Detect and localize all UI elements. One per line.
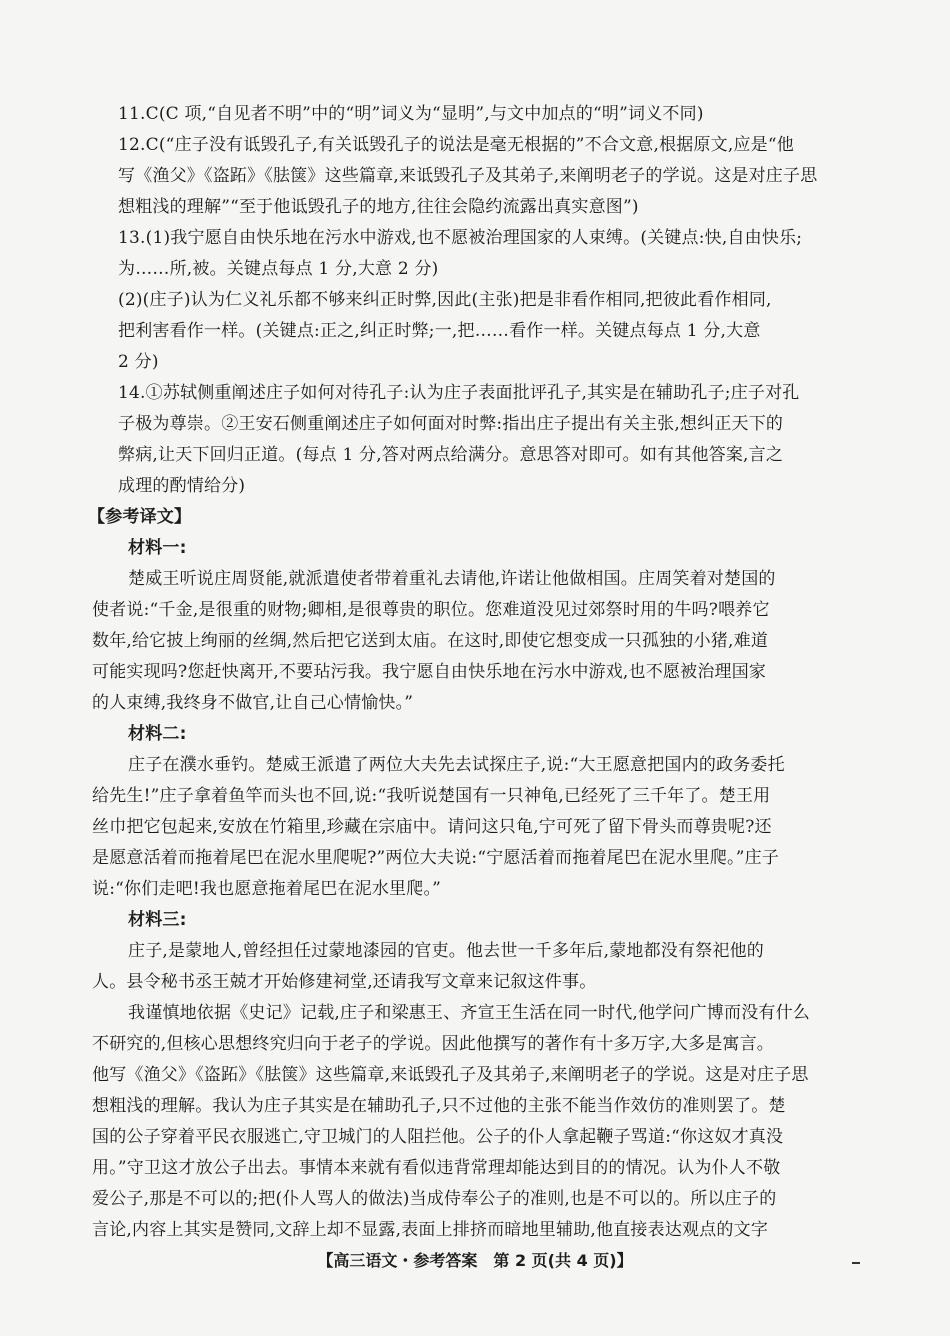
material-1-line-2: 使者说:“千金,是很重的财物;卿相,是很尊贵的职位。您难道没见过郊祭时用的牛吗?喂养它 bbox=[92, 600, 770, 620]
material-3-line-1: 庄子,是蒙地人,曾经担任过蒙地漆园的官吏。他去世一千多年后,蒙地都没有祭祀他的 bbox=[128, 941, 765, 961]
material-3-line-8: 用。”守卫这才放公子出去。事情本来就有看似违背常理却能达到目的的情况。认为仆人不敬 bbox=[92, 1158, 781, 1178]
material-2-line-4: 是愿意活着而拖着尾巴在泥水里爬呢?”两位大夫说:“宁愿活着而拖着尾巴在泥水里爬。”庄子 bbox=[92, 848, 780, 868]
answer-12-line-2: 写《渔父》《盗跖》《胠箧》这些篇章,来诋毁孔子及其弟子,来阐明老子的学说。这是对庄子思 bbox=[118, 166, 818, 186]
material-3-line-9: 爱公子,那是不可以的;把(仆人骂人的做法)当成侍奉公子的准则,也是不可以的。所以庄子的 bbox=[92, 1189, 777, 1209]
material-1-line-5: 的人束缚,我终身不做官,让自己心情愉快。” bbox=[92, 693, 414, 713]
answer-14-line-4: 成理的酌情给分) bbox=[118, 476, 246, 496]
material-1-line-3: 数年,给它披上绚丽的丝绸,然后把它送到太庙。在这时,即使它想变成一只孤独的小猪,难道 bbox=[92, 631, 769, 651]
material-3-line-10: 言论,内容上其实是赞同,文辞上却不显露,表面上排挤而暗地里辅助,他直接表达观点的文字 bbox=[92, 1220, 769, 1240]
answer-13-line-1: 13.(1)我宁愿自由快乐地在污水中游戏,也不愿被治理国家的人束缚。(关键点:快,自由快乐; bbox=[118, 228, 803, 248]
answer-12-line-1: 12.C(“庄子没有诋毁孔子,有关诋毁孔子的说法是毫无根据的”不合文意,根据原文,应是“他 bbox=[118, 135, 794, 155]
page-footer: 【高三语文・参考答案 第 2 页(共 4 页)】 bbox=[317, 1251, 633, 1270]
material-1-title: 材料一: bbox=[128, 538, 187, 558]
answer-13-line-4: 把利害看作一样。(关键点:正之,纠正时弊;一,把……看作一样。关键点每点 1 分,大意 bbox=[118, 321, 761, 341]
footer-mark bbox=[852, 1262, 860, 1264]
material-3-line-5: 他写《渔父》《盗跖》《胠箧》这些篇章,来诋毁孔子及其弟子,来阐明老子的学说。这是对庄子思 bbox=[92, 1065, 809, 1085]
material-1-line-4: 可能实现吗?您赶快离开,不要玷污我。我宁愿自由快乐地在污水中游戏,也不愿被治理国家 bbox=[92, 662, 767, 682]
material-1-line-1: 楚威王听说庄周贤能,就派遣使者带着重礼去请他,许诺让他做相国。庄周笑着对楚国的 bbox=[128, 569, 776, 589]
material-3-line-3: 我谨慎地依据《史记》记载,庄子和梁惠王、齐宣王生活在同一时代,他学问广博而没有什么 bbox=[128, 1003, 811, 1023]
material-2-line-3: 丝巾把它包起来,安放在竹箱里,珍藏在宗庙中。请问这只龟,宁可死了留下骨头而尊贵呢?还 bbox=[92, 817, 772, 837]
material-2-line-1: 庄子在濮水垂钓。楚威王派遣了两位大夫先去试探庄子,说:“大王愿意把国内的政务委托 bbox=[128, 755, 785, 775]
material-2-line-2: 给先生!”庄子拿着鱼竿而头也不回,说:“我听说楚国有一只神龟,已经死了三千年了。楚王用 bbox=[92, 786, 771, 806]
answer-14-line-1: 14.①苏轼侧重阐述庄子如何对待孔子:认为庄子表面批评孔子,其实是在辅助孔子;庄子对孔 bbox=[118, 383, 800, 403]
material-2-line-5: 说:“你们走吧!我也愿意拖着尾巴在泥水里爬。” bbox=[92, 879, 442, 899]
answer-14-line-2: 子极为尊崇。②王安石侧重阐述庄子如何面对时弊:指出庄子提出有关主张,想纠正天下的 bbox=[118, 414, 784, 434]
material-3-line-7: 国的公子穿着平民衣服逃亡,守卫城门的人阻拦他。公子的仆人拿起鞭子骂道:“你这奴才真没 bbox=[92, 1127, 784, 1147]
answer-13-line-2: 为……所,被。关键点每点 1 分,大意 2 分) bbox=[118, 259, 439, 279]
answer-12-line-3: 想粗浅的理解”“至于他诋毁孔子的地方,往往会隐约流露出真实意图”) bbox=[118, 197, 639, 217]
material-3-line-2: 人。县令秘书丞王兢才开始修建祠堂,还请我写文章来记叙这件事。 bbox=[92, 972, 597, 992]
answer-11-line-1: 11.C(C 项,“自见者不明”中的“明”词义为“显明”,与文中加点的“明”词义不同) bbox=[118, 104, 704, 124]
answer-14-line-3: 弊病,让天下回归正道。(每点 1 分,答对两点给满分。意思答对即可。如有其他答案,言之 bbox=[118, 445, 784, 465]
material-3-line-6: 想粗浅的理解。我认为庄子其实是在辅助孔子,只不过他的主张不能当作效仿的准则罢了。楚 bbox=[92, 1096, 786, 1116]
material-2-title: 材料二: bbox=[128, 724, 187, 744]
material-3-line-4: 不研究的,但核心思想终究归向于老子的学说。因此他撰写的著作有十多万字,大多是寓言。 bbox=[92, 1034, 775, 1054]
answer-13-line-5: 2 分) bbox=[118, 352, 159, 372]
answer-13-line-3: (2)(庄子)认为仁义礼乐都不够来纠正时弊,因此(主张)把是非看作相同,把彼此看作相同, bbox=[118, 290, 772, 310]
material-3-title: 材料三: bbox=[128, 910, 187, 930]
translation-header: 【参考译文】 bbox=[88, 507, 192, 527]
